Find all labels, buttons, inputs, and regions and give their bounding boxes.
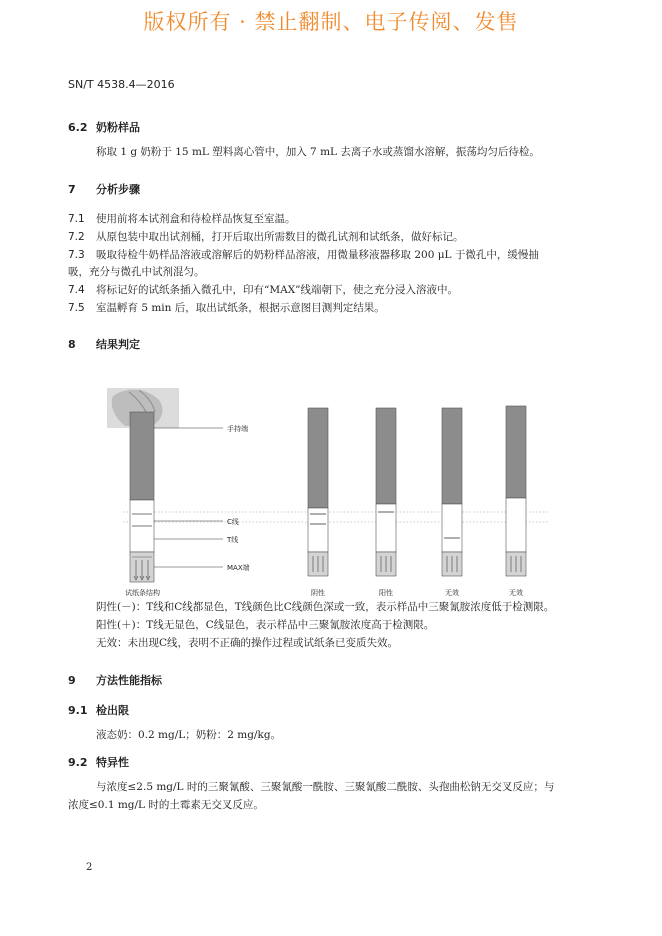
caption-invalid-2: 无效 [509, 589, 523, 597]
section-8-heading [68, 336, 140, 352]
step-number: 7.1 [68, 213, 85, 225]
label-t-line: T线 [227, 536, 239, 544]
section-number: 8 [68, 338, 76, 351]
section-title: 奶粉样品 [96, 121, 140, 134]
result-negative: 阴性(－)：T线和C线都显色，T线颜色比C线颜色深或一致，表示样品中三聚氰胺浓度低于检测限。 [96, 601, 555, 613]
standard-number: SN/T 4538.4—2016 [68, 78, 175, 91]
caption-invalid-1: 无效 [445, 589, 459, 597]
step-7-1 [68, 211, 296, 227]
section-number: 9 [68, 674, 76, 687]
strip-structure [130, 412, 154, 582]
caption-positive: 阳性 [379, 589, 393, 597]
detection-limit-text: 液态奶：0.2 mg/L；奶粉：2 mg/kg。 [96, 729, 282, 741]
section-title: 结果判定 [96, 338, 140, 351]
step-text: 将标记好的试纸条插入微孔中，印有“MAX”线端朝下，使之充分浸入溶液中。 [96, 284, 459, 296]
step-7-5 [68, 300, 385, 316]
step-number: 7.2 [68, 231, 85, 243]
label-handle: 手持端 [227, 425, 248, 433]
section-7-heading [68, 181, 140, 197]
label-max-end: MAX端 [227, 564, 250, 572]
section-9-2-heading [68, 754, 129, 770]
specificity-text-line1: 与浓度≤2.5 mg/L 时的三聚氰酸、三聚氰酸一酰胺、三聚氰酸二酰胺、头孢曲松钠无交叉反应；与 [96, 781, 555, 793]
step-7-4 [68, 282, 458, 298]
test-strip-diagram [103, 388, 563, 600]
page-number: 2 [86, 862, 93, 873]
step-number: 7.4 [68, 284, 85, 296]
step-text: 吸取待检牛奶样品溶液或溶解后的奶粉样品溶液，用微量移液器移取 200 μL 于微孔中，缓慢抽 [96, 249, 539, 261]
step-number: 7.5 [68, 302, 85, 314]
result-positive: 阳性(＋)：T线无显色，C线显色，表示样品中三聚氰胺浓度高于检测限。 [96, 619, 435, 631]
section-number: 6.2 [68, 121, 88, 134]
strip-positive [376, 408, 396, 576]
section-title: 特异性 [96, 756, 129, 769]
caption-structure: 试纸条结构 [125, 589, 160, 597]
step-text: 从原包装中取出试剂桶，打开后取出所需数目的微孔试剂和试纸条，做好标记。 [96, 231, 464, 243]
caption-negative: 阴性 [311, 589, 325, 597]
result-invalid: 无效：未出现C线，表明不正确的操作过程或试纸条已变质失效。 [96, 637, 399, 649]
step-text: 室温孵育 5 min 后，取出试纸条，根据示意图目测判定结果。 [96, 302, 385, 314]
section-title: 分析步骤 [96, 183, 140, 196]
section-number: 9.1 [68, 704, 88, 717]
section-9-heading [68, 672, 162, 688]
step-7-3 [68, 247, 539, 263]
handle-end [130, 412, 154, 500]
section-title: 方法性能指标 [96, 674, 162, 687]
specificity-text-line2: 浓度≤0.1 mg/L 时的土霉素无交叉反应。 [68, 799, 264, 811]
section-6-2-heading [68, 119, 140, 135]
step-number: 7.3 [68, 249, 85, 261]
strip-invalid-1 [442, 408, 462, 576]
step-text: 使用前将本试剂盒和待检样品恢复至室温。 [96, 213, 296, 225]
section-6-2-text: 称取 1 g 奶粉于 15 mL 塑料离心管中，加入 7 mL 去离子水或蒸馏水溶解，振荡均匀后待检。 [96, 146, 540, 158]
strip-negative [308, 408, 328, 576]
step-7-3-continued: 吸，充分与微孔中试剂混匀。 [68, 266, 205, 278]
copyright-banner: 版权所有 · 禁止翻制、电子传阅、发售 [143, 10, 519, 34]
section-number: 9.2 [68, 756, 88, 769]
section-9-1-heading [68, 702, 129, 718]
label-c-line: C线 [227, 518, 239, 526]
section-title: 检出限 [96, 704, 129, 717]
step-7-2 [68, 229, 464, 245]
section-number: 7 [68, 183, 76, 196]
strip-invalid-2 [506, 406, 526, 576]
